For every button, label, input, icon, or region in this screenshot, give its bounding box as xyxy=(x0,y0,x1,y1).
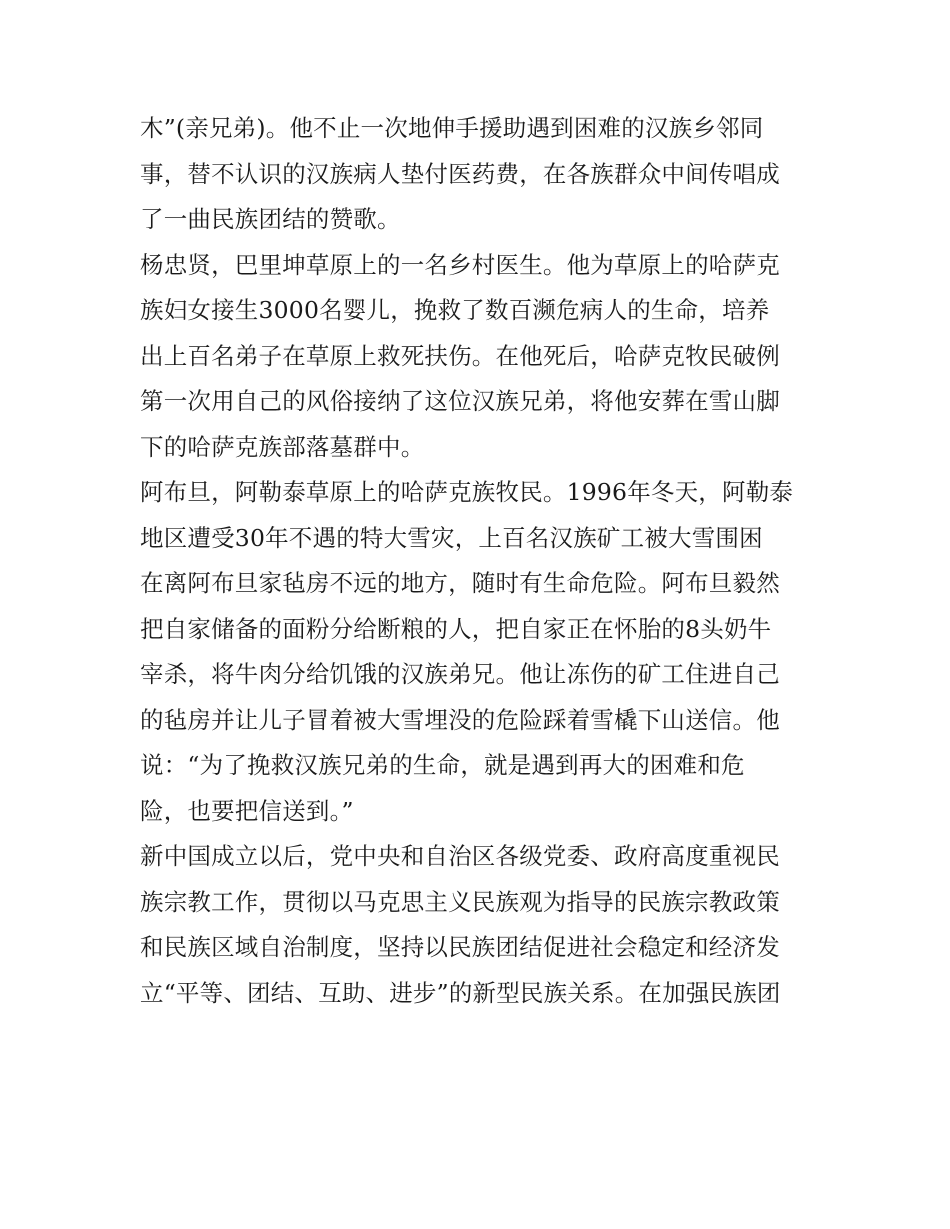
text-line: 和民族区域自治制度，坚持以民族团结促进社会稳定和经济发 xyxy=(140,933,780,961)
text-line: 了一曲民族团结的赞歌。 xyxy=(140,205,401,233)
text-line: 事，替不认识的汉族病人垫付医药费，在各族群众中间传唱成 xyxy=(140,159,780,188)
text-line: 宰杀，将牛肉分给饥饿的汉族弟兄。他让冻伤的矿工住进自己 xyxy=(140,660,780,688)
text-line: 族妇女接生3000名婴儿，挽救了数百濒危病人的生命，培养 xyxy=(140,296,770,324)
text-line: 在离阿布旦家毡房不远的地方，随时有生命危险。阿布旦毅然 xyxy=(140,569,780,597)
document-body-text xyxy=(140,106,830,1016)
text-line: 阿布旦，阿勒泰草原上的哈萨克族牧民。1996年冬天，阿勒泰 xyxy=(140,478,794,506)
text-line: 下的哈萨克族部落墓群中。 xyxy=(140,432,425,461)
text-line: 木”(亲兄弟)。他不止一次地伸手援助遇到困难的汉族乡邻同 xyxy=(140,114,764,142)
text-line: 地区遭受30年不遇的特大雪灾，上百名汉族矿工被大雪围困 xyxy=(140,523,763,552)
text-line: 说：“为了挽救汉族兄弟的生命，就是遇到再大的困难和危 xyxy=(140,751,745,779)
text-line: 新中国成立以后，党中央和自治区各级党委、政府高度重视民 xyxy=(140,842,780,870)
text-line: 把自家储备的面粉分给断粮的人，把自家正在怀胎的8头奶牛 xyxy=(140,614,772,643)
text-line: 族宗教工作，贯彻以马克思主义民族观为指导的民族宗教政策 xyxy=(140,887,780,916)
text-line: 第一次用自己的风俗接纳了这位汉族兄弟，将他安葬在雪山脚 xyxy=(140,387,780,415)
text-line: 的毡房并让儿子冒着被大雪埋没的危险踩着雪橇下山送信。他 xyxy=(140,705,780,734)
text-line: 立“平等、团结、互助、进步”的新型民族关系。在加强民族团 xyxy=(140,978,781,1007)
text-line: 出上百名弟子在草原上救死扶伤。在他死后，哈萨克牧民破例 xyxy=(140,341,780,370)
text-line: 险，也要把信送到。” xyxy=(140,796,354,825)
text-line: 杨忠贤，巴里坤草原上的一名乡村医生。他为草原上的哈萨克 xyxy=(140,250,780,279)
